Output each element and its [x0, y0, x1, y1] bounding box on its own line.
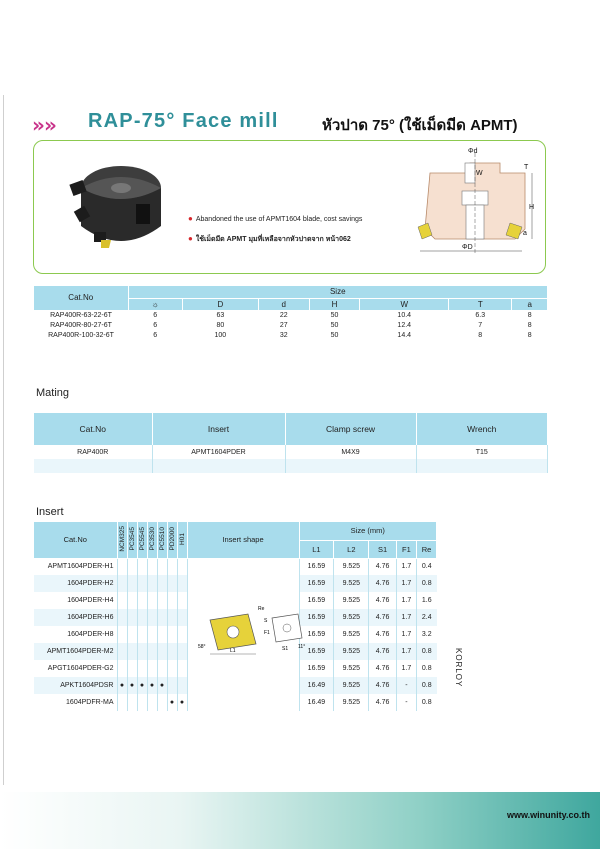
grade-availability-cell: [137, 609, 147, 626]
grade-availability-cell: [157, 558, 167, 575]
insert-title: Insert: [36, 506, 64, 518]
insert-size-cell: 4.76: [369, 592, 397, 609]
grade-availability-cell: [167, 626, 177, 643]
grade-availability-cell: [117, 609, 127, 626]
grade-availability-cell: [117, 558, 127, 575]
insert-cat-cell: APKT1604PDSR: [34, 677, 117, 694]
insert-size-cell: 9.525: [334, 558, 369, 575]
table-row: RAP400R-63-22-6T 6 63 22 50 10.4 6.3 8: [50, 311, 532, 319]
grade-availability-cell: [177, 592, 187, 609]
insert-size-cell: 16.59: [299, 626, 334, 643]
insert-size-cell: 0.8: [417, 643, 437, 660]
size-col-w: W: [360, 298, 449, 310]
grade-ncm325: NCM325: [117, 522, 127, 558]
grade-availability-cell: [137, 626, 147, 643]
grade-availability-cell: [147, 694, 157, 711]
grade-availability-cell: [127, 660, 137, 677]
insert-size-cell: 16.59: [299, 609, 334, 626]
insert-size-cell: 1.7: [396, 592, 416, 609]
face-mill-photo: [66, 148, 176, 260]
grade-availability-cell: [137, 660, 147, 677]
grade-availability-cell: ●: [147, 677, 157, 694]
table-row: [34, 558, 437, 575]
insert-size-cell: 1.6: [417, 592, 437, 609]
insert-size-cell: 2.4: [417, 609, 437, 626]
insert-cat-cell: 1604PDER-H4: [67, 597, 114, 604]
size-col-h: H: [309, 298, 360, 310]
grade-availability-cell: [157, 575, 167, 592]
product-title: RAP-75° Face mill: [88, 110, 279, 132]
insert-cat-cell: APMT1604PDER-H1: [47, 563, 114, 571]
dim-a-label: a: [523, 230, 527, 237]
table-row: RAP400R-100-32-6T 6 100 32 50 14.4 8 8: [48, 331, 532, 339]
insert-size-cell: 9.525: [334, 660, 369, 677]
mating-col-wrench: Wrench: [416, 413, 548, 445]
note-thai: ● ใช้เม็ดมีด APMT มุมที่เหลือจากหัวปาดจาก หน้า062: [188, 234, 351, 243]
insert-size-cell: 1.7: [396, 558, 416, 575]
insert-size-cell: 0.8: [417, 677, 437, 694]
insert-size-cell: 4.76: [369, 558, 397, 575]
grade-availability-cell: [117, 660, 127, 677]
grade-availability-cell: [117, 575, 127, 592]
grade-availability-cell: [167, 677, 177, 694]
grade-availability-cell: [127, 643, 137, 660]
insert-size-cell: 4.76: [369, 694, 397, 711]
svg-text:S: S: [264, 618, 268, 624]
grade-availability-cell: [147, 626, 157, 643]
grade-availability-cell: [137, 558, 147, 575]
insert-size-cell: 4.76: [369, 677, 397, 694]
grade-availability-cell: [157, 660, 167, 677]
insert-cat-cell: APMT1604PDER-M2: [34, 643, 117, 660]
insert-size-cell: 9.525: [334, 643, 369, 660]
double-chevron-icon: »: [32, 113, 39, 137]
mating-col-insert: Insert: [152, 413, 285, 445]
grade-pc3530: PC3530: [147, 522, 157, 558]
insert-size-cell: 4.76: [369, 660, 397, 677]
insert-cat-cell: APGT1604PDER-G2: [47, 665, 114, 672]
svg-text:L1: L1: [230, 648, 236, 654]
size-header: Size: [128, 286, 548, 298]
insert-cat-header: Cat.No: [34, 522, 117, 558]
grade-availability-cell: [167, 609, 177, 626]
insert-size-cell: 3.2: [417, 626, 437, 643]
grade-pc5510: PC5510: [157, 522, 167, 558]
size-col-teeth: ☼: [128, 298, 182, 310]
product-title-thai: หัวปาด 75° (ใช้เม็ดมีด APMT): [322, 117, 518, 134]
insert-size-cell: 9.525: [334, 592, 369, 609]
grade-availability-cell: [137, 694, 147, 711]
grade-availability-cell: [127, 626, 137, 643]
grade-availability-cell: [117, 592, 127, 609]
grade-availability-cell: [127, 558, 137, 575]
grade-availability-cell: [177, 626, 187, 643]
table-row: RAP400R APMT1604PDER M4X9 T15: [34, 445, 548, 459]
insert-size-cell: -: [396, 694, 416, 711]
grade-availability-cell: [147, 643, 157, 660]
grade-availability-cell: ●: [137, 677, 147, 694]
insert-size-cell: 4.76: [369, 643, 397, 660]
svg-text:Re: Re: [258, 606, 265, 612]
grade-availability-cell: ●: [167, 694, 177, 711]
mating-title: Mating: [36, 387, 70, 399]
mating-col-cat: Cat.No: [34, 413, 152, 445]
grade-availability-cell: [137, 575, 147, 592]
grade-availability-cell: [147, 660, 157, 677]
insert-shape-header: Insert shape: [187, 522, 299, 558]
insert-size-cell: -: [396, 677, 416, 694]
grade-availability-cell: [177, 660, 187, 677]
grade-pc3545: PC3545: [127, 522, 137, 558]
insert-cat-cell: 1604PDER-H2: [34, 575, 117, 592]
insert-size-cell: 4.76: [369, 575, 397, 592]
dim-h-label: H: [529, 204, 535, 211]
size-col-d-outer: D: [182, 298, 258, 310]
insert-size-cell: 16.59: [299, 558, 334, 575]
insert-col-f1: F1: [396, 540, 416, 558]
svg-text:S1: S1: [282, 646, 289, 652]
size-col-a: a: [512, 298, 548, 310]
insert-col-s1: S1: [369, 540, 397, 558]
footer-band: [0, 792, 600, 849]
grade-availability-cell: [147, 575, 157, 592]
size-cat-header: Cat.No: [34, 286, 128, 310]
grade-availability-cell: [157, 694, 167, 711]
double-chevron-icon-2: »: [44, 113, 51, 137]
grade-availability-cell: [157, 626, 167, 643]
insert-col-l2: L2: [334, 540, 369, 558]
size-table: [34, 286, 548, 340]
insert-size-cell: 9.525: [334, 575, 369, 592]
grade-pc5545: PC5545: [137, 522, 147, 558]
insert-size-cell: 16.59: [299, 660, 334, 677]
grade-availability-cell: [177, 643, 187, 660]
grade-availability-cell: [167, 643, 177, 660]
note-cost-savings: ● Abandoned the use of APMT1604 blade, cost savings: [188, 214, 363, 223]
brand-korloy: KORLOY: [454, 648, 463, 688]
grade-availability-cell: ●: [157, 677, 167, 694]
insert-col-re: Re: [417, 540, 437, 558]
grade-availability-cell: [177, 677, 187, 694]
svg-text:F1: F1: [264, 630, 270, 636]
grade-availability-cell: [137, 643, 147, 660]
grade-availability-cell: [137, 592, 147, 609]
grade-availability-cell: [177, 558, 187, 575]
page-margin-rule: [3, 95, 4, 785]
mating-table: [34, 413, 548, 473]
insert-size-cell: 16.59: [299, 592, 334, 609]
insert-size-cell: 4.76: [369, 626, 397, 643]
insert-size-cell: 0.8: [417, 660, 437, 677]
grade-availability-cell: [147, 609, 157, 626]
insert-size-cell: 9.525: [334, 694, 369, 711]
svg-text:58°: 58°: [198, 644, 206, 650]
grade-availability-cell: [147, 558, 157, 575]
grade-availability-cell: [117, 694, 127, 711]
insert-cat-cell: 1604PDFR-MA: [66, 699, 114, 706]
grade-availability-cell: [157, 609, 167, 626]
grade-availability-cell: [167, 558, 177, 575]
grade-availability-cell: [117, 626, 127, 643]
grade-availability-cell: [177, 575, 187, 592]
grade-h01: H01: [177, 522, 187, 558]
insert-size-cell: 9.525: [334, 677, 369, 694]
grade-availability-cell: [167, 660, 177, 677]
grade-availability-cell: ●: [177, 694, 187, 711]
insert-size-cell: 1.7: [396, 575, 416, 592]
insert-size-cell: 16.59: [299, 575, 334, 592]
insert-size-cell: 16.49: [299, 694, 334, 711]
dim-t-label: T: [524, 164, 529, 171]
section-header: [32, 110, 572, 137]
grade-availability-cell: [147, 592, 157, 609]
insert-size-cell: 1.7: [396, 626, 416, 643]
grade-availability-cell: [177, 609, 187, 626]
insert-size-cell: 0.8: [417, 694, 437, 711]
dim-big-d-label: ΦD: [462, 244, 473, 251]
grade-availability-cell: [127, 575, 137, 592]
size-col-t: T: [449, 298, 512, 310]
insert-size-cell: 16.49: [299, 677, 334, 694]
website-link[interactable]: www.winunity.co.th: [507, 810, 590, 820]
insert-col-l1: L1: [299, 540, 334, 558]
grade-availability-cell: [157, 592, 167, 609]
mating-col-screw: Clamp screw: [285, 413, 416, 445]
grade-availability-cell: [117, 643, 127, 660]
dim-d-label: Φd: [468, 148, 478, 155]
insert-size-cell: 1.7: [396, 643, 416, 660]
grade-availability-cell: [157, 643, 167, 660]
insert-size-cell: 16.59: [299, 643, 334, 660]
insert-shape-drawing: [198, 600, 308, 658]
grade-availability-cell: [167, 575, 177, 592]
grade-availability-cell: [167, 592, 177, 609]
grade-availability-cell: ●: [127, 677, 137, 694]
insert-size-cell: 9.525: [334, 626, 369, 643]
insert-size-cell: 0.4: [417, 558, 437, 575]
table-row: RAP400R-80-27-6T 6 80 27 50 12.4 7 8: [50, 321, 532, 329]
insert-cat-cell: 1604PDER-H6: [34, 609, 117, 626]
insert-cat-cell: 1604PDER-H8: [67, 631, 114, 638]
insert-size-cell: 0.8: [417, 575, 437, 592]
insert-size-cell: 9.525: [334, 609, 369, 626]
svg-text:11°: 11°: [298, 644, 306, 650]
face-mill-drawing: [410, 143, 540, 268]
insert-size-cell: 1.7: [396, 660, 416, 677]
grade-availability-cell: [127, 592, 137, 609]
insert-size-cell: 1.7: [396, 609, 416, 626]
grade-pd2000: PD2000: [167, 522, 177, 558]
grade-availability-cell: ●: [117, 677, 127, 694]
insert-size-cell: 4.76: [369, 609, 397, 626]
grade-availability-cell: [127, 694, 137, 711]
grade-availability-cell: [127, 609, 137, 626]
dim-w-label: W: [476, 170, 483, 177]
size-col-d-bore: d: [258, 298, 309, 310]
table-row: [34, 459, 548, 473]
insert-size-header: Size (mm): [299, 522, 437, 540]
